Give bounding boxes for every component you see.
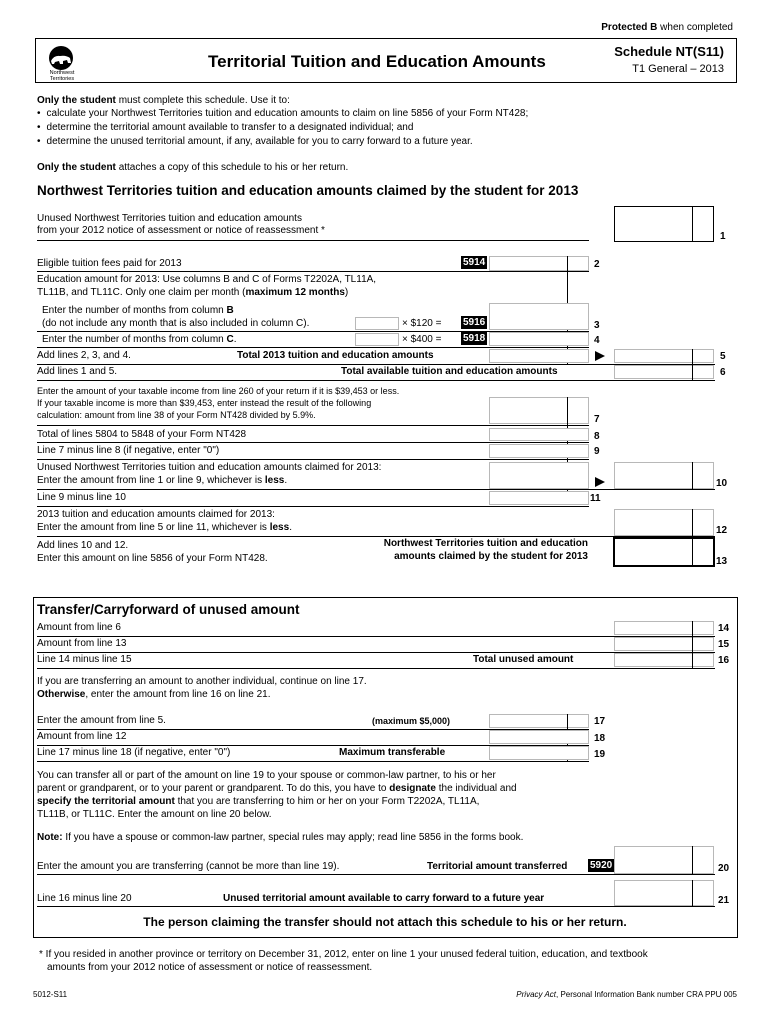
line-number: 21	[718, 895, 730, 906]
line3-multiplier: × $120 =	[402, 318, 442, 329]
schedule-number: Schedule NT(S11)	[614, 44, 724, 59]
line6-amount-field[interactable]	[614, 365, 714, 379]
arrow-icon	[595, 351, 605, 361]
line14-amount-field[interactable]	[614, 621, 714, 635]
cents-divider	[692, 621, 693, 668]
line3-bold: B	[226, 305, 234, 316]
line12-bold: less	[269, 522, 290, 533]
line10-post: .	[284, 475, 288, 486]
transfer-paragraph-a: You can transfer all or part of the amount on line 19 to your spouse or common-law partner, to his or her	[37, 770, 496, 781]
note-bold: Note:	[37, 832, 63, 843]
line-number: 12	[716, 525, 728, 536]
rule	[37, 874, 715, 875]
transfer-paragraph-c	[37, 796, 479, 808]
para-b-post: the individual and	[435, 783, 517, 794]
line7-text-b: If your taxable income is more than $39,453, enter instead the result of the following	[37, 398, 372, 408]
otherwise-bold: Otherwise	[37, 689, 86, 700]
otherwise-rest: , enter the amount from line 16 on line 21.	[85, 689, 271, 700]
line11-text: Line 9 minus line 10	[37, 492, 126, 503]
edu-text-a: Education amount for 2013: Use columns B and C of Forms T2202A, TL11A,	[37, 274, 377, 285]
code-5920: 5920	[590, 860, 613, 871]
transfer-paragraph-d: TL11B, or TL11C. Enter the amount on line 20 below.	[37, 809, 272, 820]
line-number: 4	[594, 335, 600, 346]
intro-lead	[37, 95, 290, 107]
rule	[37, 347, 589, 348]
line21-amount-field[interactable]	[614, 880, 714, 906]
line17-amount-field[interactable]	[489, 714, 589, 728]
cents-divider	[692, 880, 693, 906]
rule	[37, 506, 589, 507]
line3-text-b: (do not include any month that is also included in column C).	[42, 318, 310, 329]
line2-amount-field[interactable]	[489, 256, 589, 271]
cents-divider	[692, 846, 693, 874]
line6-text: Add lines 1 and 5.	[37, 366, 118, 377]
line-number: 15	[718, 639, 730, 650]
intro-bullet: • determine the territorial amount available to transfer to a designated individual; and	[37, 122, 413, 134]
line20-label: Territorial amount transferred	[427, 861, 568, 872]
line21-label: Unused territorial amount available to carry forward to a future year	[223, 893, 545, 904]
line-number: 19	[594, 749, 606, 760]
cents-divider	[692, 206, 693, 242]
line17-max: (maximum $5,000)	[372, 716, 451, 726]
line15-text: Amount from line 13	[37, 638, 127, 649]
para-c-bold: specify the territorial amount	[37, 796, 175, 807]
line2-text: Eligible tuition fees paid for 2013	[37, 258, 182, 269]
edu-text-b-post: )	[344, 287, 349, 298]
rule	[37, 489, 715, 490]
form-id: 5012-S11	[33, 990, 68, 999]
line-number: 10	[716, 478, 728, 489]
line18-amount-field[interactable]	[489, 730, 589, 744]
rule	[37, 425, 589, 426]
line1-amount-field[interactable]	[614, 206, 714, 242]
line19-label: Maximum transferable	[339, 747, 446, 758]
line-number: 17	[594, 716, 606, 727]
line9-amount-field[interactable]	[489, 444, 589, 458]
line16-amount-field[interactable]	[614, 653, 714, 667]
line1-text-b: from your 2012 notice of assessment or notice of reassessment *	[37, 225, 325, 236]
line18-text: Amount from line 12	[37, 731, 127, 742]
line11-amount-field[interactable]	[489, 491, 589, 505]
line8-amount-field[interactable]	[489, 428, 589, 441]
line12-text-b	[37, 522, 292, 534]
line10-text-a: Unused Northwest Territories tuition and education amounts claimed for 2013:	[37, 462, 382, 473]
line10-bold: less	[264, 475, 285, 486]
line8-text: Total of lines 5804 to 5848 of your Form NT428	[37, 429, 247, 440]
line-number: 3	[594, 320, 600, 331]
transfer-paragraph-b	[37, 783, 517, 795]
line12-text-a: 2013 tuition and education amounts claimed for 2013:	[37, 509, 275, 520]
cents-divider	[692, 349, 693, 380]
line10-pre: Enter the amount from line 1 or line 9, whichever is	[37, 475, 265, 486]
line-number: 16	[718, 655, 730, 666]
line-number: 8	[594, 431, 600, 442]
line21-text: Line 16 minus line 20	[37, 893, 132, 904]
line-number: 11	[590, 493, 601, 504]
logo-text: Northwest Territories	[49, 70, 75, 82]
note	[37, 832, 523, 844]
line12-pre: Enter the amount from line 5 or line 11, whichever is	[37, 522, 270, 533]
rule	[37, 668, 715, 669]
line5-subtotal-field[interactable]	[489, 349, 589, 363]
para-c-post: that you are transferring to him or her on your Form T2202A, TL11A,	[174, 796, 480, 807]
polar-bear-icon	[44, 44, 78, 70]
privacy-rest: , Personal Information Bank number CRA PPU 005	[556, 990, 737, 999]
intro-lead-bold: Only the student	[37, 95, 116, 106]
line20-text: Enter the amount you are transferring (cannot be more than line 19).	[37, 861, 340, 872]
line4-amount-field[interactable]	[489, 332, 589, 346]
line12-post: .	[289, 522, 292, 533]
line7-text-c: calculation: amount from line 38 of your Form NT428 divided by 5.9%.	[37, 410, 316, 420]
line3-amount-field[interactable]	[489, 303, 589, 330]
line-number: 14	[718, 623, 730, 634]
footnote-a: * If you resided in another province or territory on December 31, 2012, enter on line 1 your unused federal tuition, education, and textbook	[39, 949, 648, 960]
line6-label: Total available tuition and education amounts	[341, 366, 558, 377]
line5-amount-field[interactable]	[614, 349, 714, 363]
section1-title: Northwest Territories tuition and education amounts claimed by the student for 2013	[37, 183, 579, 198]
line13-amount-field[interactable]	[613, 537, 715, 567]
line16-label: Total unused amount	[473, 654, 574, 665]
line-number: 20	[718, 863, 730, 874]
line4-pre: Enter the number of months from column	[42, 334, 227, 345]
line3-pre: Enter the number of months from column	[42, 305, 227, 316]
protected-text: Protected B	[601, 22, 658, 33]
line3-text-a	[42, 305, 234, 317]
line5-text: Add lines 2, 3, and 4.	[37, 350, 131, 361]
line-number: 1	[720, 231, 726, 242]
line17-text: Enter the amount from line 5.	[37, 715, 166, 726]
edu-text-b	[37, 287, 348, 299]
transfer-notice: The person claiming the transfer should not attach this schedule to his or her return.	[143, 915, 627, 929]
privacy-statement	[516, 990, 737, 999]
intro-bullet: • calculate your Northwest Territories tuition and education amounts to claim on line 5856 of your Form NT428;	[37, 108, 528, 120]
cents-divider	[692, 539, 693, 566]
para-b-pre: parent or grandparent, or to your parent or grandparent. To do this, you have to	[37, 783, 390, 794]
line-number: 18	[594, 733, 606, 744]
protected-label	[601, 22, 733, 34]
line10-amount-field[interactable]	[489, 462, 589, 489]
code-5918: 5918	[463, 333, 486, 344]
line-number: 5	[720, 351, 726, 362]
line13-label-b: amounts claimed by the student for 2013	[394, 551, 588, 562]
rule	[37, 906, 715, 907]
edu-text-b-pre: TL11B, and TL11C. Only one claim per month (	[37, 287, 246, 298]
line-number: 7	[594, 414, 600, 425]
cents-divider	[692, 462, 693, 489]
line10-text-b	[37, 475, 287, 487]
line4-text	[42, 334, 237, 346]
line7-amount-field[interactable]	[489, 397, 589, 424]
privacy-act: Privacy Act	[516, 990, 557, 999]
rule	[37, 380, 715, 381]
intro-lead-rest: must complete this schedule. Use it to:	[118, 95, 290, 106]
section2-title: Transfer/Carryforward of unused amount	[37, 602, 300, 617]
rule	[37, 271, 589, 272]
line3-months-field[interactable]	[355, 317, 399, 330]
code-5914: 5914	[463, 257, 486, 268]
line20-amount-field[interactable]	[614, 846, 714, 874]
intro-attach-bold: Only the student	[37, 162, 116, 173]
arrow-icon	[595, 477, 605, 487]
line14-text: Amount from line 6	[37, 622, 121, 633]
line-number: 2	[594, 259, 600, 270]
line19-text: Line 17 minus line 18 (if negative, enter "0")	[37, 747, 231, 758]
line7-text-a: Enter the amount of your taxable income from line 260 of your return if it is $39,453 or less.	[37, 386, 400, 396]
protected-suffix: when completed	[660, 22, 733, 33]
rule	[37, 442, 589, 443]
line4-post: .	[233, 334, 237, 345]
line-number: 13	[716, 556, 728, 567]
line12-amount-field[interactable]	[614, 509, 714, 536]
line16-text: Line 14 minus line 15	[37, 654, 132, 665]
line10-total-field[interactable]	[614, 462, 714, 489]
line4-bold: C	[226, 334, 234, 345]
line15-amount-field[interactable]	[614, 637, 714, 651]
edu-text-b-bold: maximum 12 months	[245, 287, 345, 298]
rule	[37, 761, 589, 762]
code-5916: 5916	[463, 317, 486, 328]
intro-attach	[37, 162, 348, 174]
line9-text: Line 7 minus line 8 (if negative, enter "0")	[37, 445, 220, 456]
page-title: Territorial Tuition and Education Amounts	[208, 52, 546, 71]
line4-months-field[interactable]	[355, 333, 399, 346]
transfer-instruction-a: If you are transferring an amount to another individual, continue on line 17.	[37, 676, 367, 687]
gov-logo	[44, 44, 84, 73]
rule	[37, 459, 589, 460]
note-rest: If you have a spouse or common-law partner, special rules may apply; read line 5856 in the forms book.	[62, 832, 524, 843]
line19-amount-field[interactable]	[489, 746, 589, 760]
line13-label-a: Northwest Territories tuition and education	[383, 538, 588, 549]
intro-bullet: • determine the unused territorial amount, if any, available for you to carry forward to a future year.	[37, 136, 473, 148]
para-b-bold: designate	[389, 783, 436, 794]
intro-attach-rest: attaches a copy of this schedule to his or her return.	[118, 162, 349, 173]
line1-text-a: Unused Northwest Territories tuition and education amounts	[37, 213, 302, 224]
rule	[37, 240, 589, 241]
line-number: 9	[594, 446, 600, 457]
line5-label: Total 2013 tuition and education amounts	[237, 350, 434, 361]
line13-text-a: Add lines 10 and 12.	[37, 540, 129, 551]
form-name: T1 General – 2013	[632, 63, 724, 75]
transfer-instruction-b	[37, 689, 270, 701]
line4-multiplier: × $400 =	[402, 334, 442, 345]
line-number: 6	[720, 367, 726, 378]
line13-text-b: Enter this amount on line 5856 of your Form NT428.	[37, 553, 268, 564]
cents-divider	[692, 509, 693, 536]
footnote-b: amounts from your 2012 notice of assessment or notice of reassessment.	[47, 962, 373, 973]
